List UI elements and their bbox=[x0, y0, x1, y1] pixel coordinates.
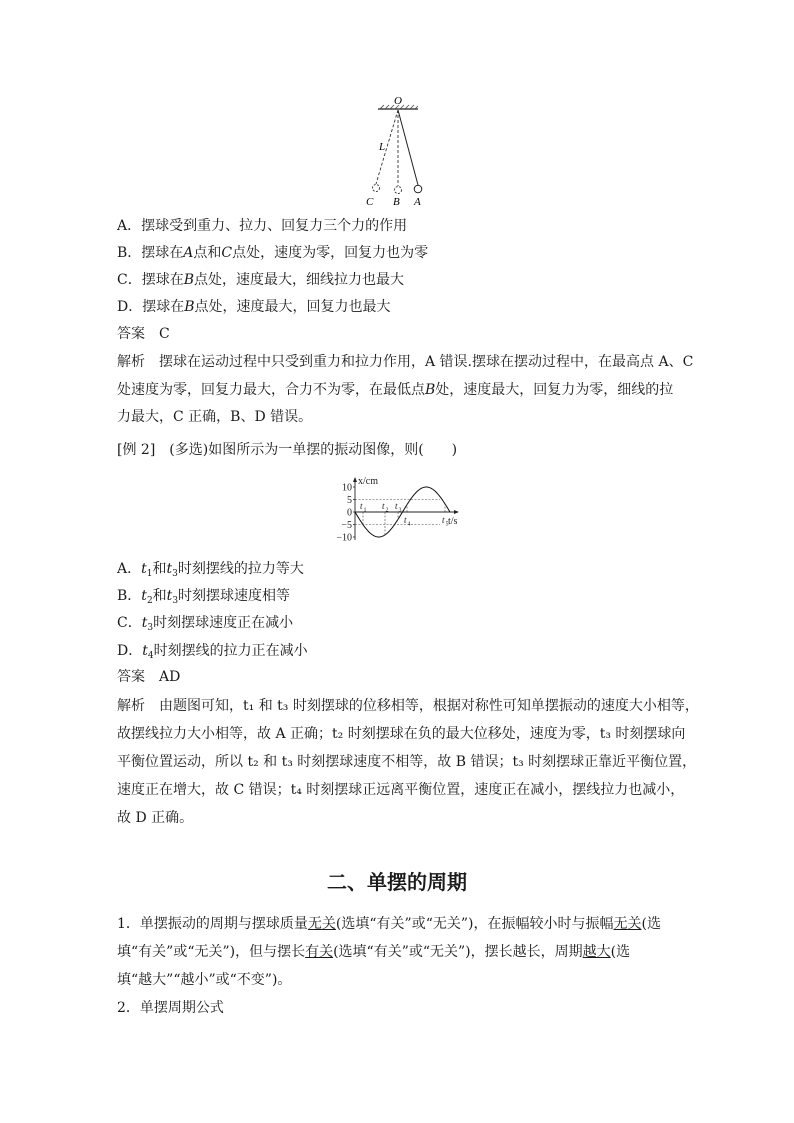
section2-paragraph-3: 填“越大”“越小”或“不变”)。 bbox=[117, 972, 292, 988]
x-axis-arrow bbox=[454, 510, 459, 514]
q2-option-d: D．$t_4$时刻摆线的拉力正在减小 bbox=[117, 643, 308, 661]
label-B: B bbox=[393, 196, 400, 208]
pendulum-figure bbox=[360, 92, 440, 210]
q1-explanation-1: 解析 摆球在运动过程中只受到重力和拉力作用，A 错误.摆球在摆动过程中，在最高点 A、C bbox=[117, 354, 694, 370]
y-tick-label: 5 bbox=[347, 495, 352, 506]
y-tick-label: −5 bbox=[341, 520, 352, 531]
y-tick-label: 10 bbox=[342, 482, 352, 494]
time-marker-subscript: 3 bbox=[398, 507, 402, 514]
time-marker-label: t bbox=[382, 501, 385, 511]
section2-paragraph-2: 填“有关”或“无关”)，但与摆长有关(选填“有关”或“无关”)，摆长越长，周期越大(选 bbox=[117, 944, 631, 960]
q1-option-a: A．摆球受到重力、拉力、回复力三个力的作用 bbox=[117, 218, 408, 234]
time-marker-label: t bbox=[360, 501, 363, 511]
q2-explanation-5: 故 D 正确。 bbox=[117, 810, 194, 826]
label-C: C bbox=[366, 196, 374, 208]
q2-option-a: A．$t_1$和$t_3$时刻摆线的拉力等大 bbox=[117, 561, 304, 579]
section-heading: 二、单摆的周期 bbox=[327, 870, 467, 894]
q2-option-b: B．$t_2$和$t_3$时刻摆球速度相等 bbox=[117, 588, 291, 606]
q1-option-d: D．摆球在B点处，速度最大，回复力也最大 bbox=[117, 299, 391, 315]
label-L: L bbox=[379, 141, 386, 153]
q2-explanation-1: 解析 由题图可知，t₁ 和 t₃ 时刻摆球的位移相等，根据对称性可知单摆振动的速度大小相等， bbox=[117, 698, 699, 714]
q1-option-c: C．摆球在B点处，速度最大，细线拉力也最大 bbox=[117, 272, 405, 288]
time-marker-label: t bbox=[404, 515, 407, 525]
vibration-chart bbox=[325, 474, 470, 546]
q2-option-c: C．$t_3$时刻摆球速度正在减小 bbox=[117, 615, 294, 633]
q2-explanation-4: 速度正在增大，故 C 错误；t₄ 时刻摆球正远离平衡位置，速度正在减小，摆线拉力也减小， bbox=[117, 782, 685, 798]
q2-answer: 答案 AD bbox=[117, 669, 181, 685]
time-marker-label: t bbox=[395, 501, 398, 511]
y-axis-label: x/cm bbox=[358, 476, 378, 487]
time-marker-label: t bbox=[442, 515, 445, 525]
y-tick-label: −10 bbox=[336, 532, 352, 544]
q1-option-b: B．摆球在A点和C点处，速度为零，回复力也为零 bbox=[117, 245, 429, 261]
q2-explanation-2: 故摆线拉力大小相等，故 A 正确；t₂ 时刻摆球在负的最大位移处，速度为零，t₃ 时刻摆球向 bbox=[117, 726, 686, 742]
y-tick-label: 0 bbox=[347, 507, 352, 519]
time-marker-subscript: 2 bbox=[385, 507, 389, 514]
label-O: O bbox=[394, 95, 402, 107]
q1-explanation-2: 处速度为零，回复力最大，合力不为零，在最低点B处，速度最大，回复力为零，细线的拉 bbox=[117, 382, 674, 398]
x-axis-label: t/s bbox=[448, 516, 458, 527]
label-A: A bbox=[414, 196, 421, 208]
q2-explanation-3: 平衡位置运动，所以 t₂ 和 t₃ 时刻摆球速度不相等，故 B 错误；t₃ 时刻摆球正靠近平衡位置， bbox=[117, 754, 697, 770]
section2-paragraph-1: 1．单摆振动的周期与摆球质量无关(选填“有关”或“无关”)，在振幅较小时与振幅无关(选 bbox=[117, 916, 661, 932]
q2-title: [例 2] (多选)如图所示为一单摆的振动图像，则( ) bbox=[117, 442, 458, 458]
section2-paragraph-4: 2．单摆周期公式 bbox=[117, 1000, 224, 1016]
q1-answer: 答案 C bbox=[117, 326, 170, 342]
q1-explanation-3: 力最大，C 正确，B、D 错误。 bbox=[117, 409, 313, 425]
y-axis-arrow bbox=[353, 477, 357, 482]
time-marker-subscript: 4 bbox=[407, 521, 411, 528]
time-marker-subscript: 1 bbox=[363, 507, 367, 514]
time-marker-subscript: 5 bbox=[445, 521, 449, 528]
